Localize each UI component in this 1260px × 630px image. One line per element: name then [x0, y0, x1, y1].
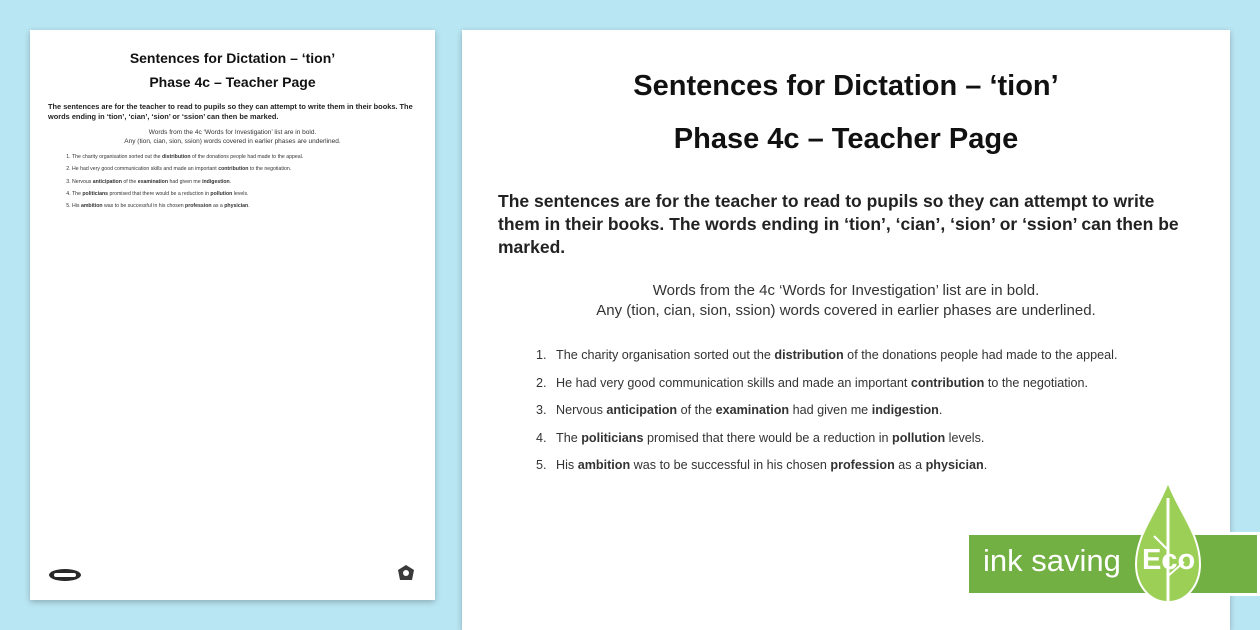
- thumbnail-sentence-list: [48, 154, 417, 209]
- note-line2: Any (tion, cian, sion, ssion) words covered in earlier phases are underlined.: [596, 301, 1096, 319]
- thumbnail-title-line2: Phase 4c – Teacher Page: [149, 74, 316, 90]
- eco-label: Eco: [1142, 544, 1196, 576]
- thumbnail-note: [48, 129, 417, 146]
- thumbnail-footer: [48, 564, 417, 582]
- sentence-list: [498, 348, 1194, 472]
- page-title-line1: Sentences for Dictation – ‘tion’: [633, 70, 1059, 102]
- sentence-item: 2. He had very good communication skills and made an important contribution to the negotiation.: [550, 376, 1194, 390]
- sentence-item: 4. The politicians promised that there would be a reduction in pollution levels.: [550, 431, 1194, 445]
- award-badge-icon: [395, 564, 417, 582]
- ink-saving-text: ink saving: [983, 543, 1121, 578]
- note-paragraph: [498, 281, 1194, 320]
- thumbnail-note-line2: Any (tion, cian, sion, ssion) words covered in earlier phases are underlined.: [124, 137, 341, 145]
- thumbnail-sentence: 5. His ambition was to be successful in his chosen profession as a physician.: [72, 203, 417, 209]
- ink-saving-bar: [966, 532, 1260, 596]
- thumbnail-sentence: 2. He had very good communication skills and made an important contribution to the negotiation.: [72, 166, 417, 172]
- page-title-line2: Phase 4c – Teacher Page: [673, 123, 1019, 155]
- intro-paragraph: The sentences are for the teacher to read to pupils so they can attempt to write them in their books. The words ending in ‘tion’, ‘cian’, ‘sion’ or ‘ssion’ can then be marked.: [498, 191, 1179, 258]
- thumbnail-sentence: 4. The politicians promised that there would be a reduction in pollution levels.: [72, 191, 417, 197]
- ink-saving-badge: [966, 480, 1260, 620]
- thumbnail-note-line1: Words from the 4c ‘Words for Investigation’ list are in bold.: [148, 129, 317, 137]
- thumbnail-sentence: 3. Nervous anticipation of the examination had given me indigestion.: [72, 179, 417, 185]
- thumbnail-title-line1: Sentences for Dictation – ‘tion’: [129, 50, 336, 66]
- thumbnail-sentence: 1. The charity organisation sorted out the distribution of the donations people had made to the appeal.: [72, 154, 417, 160]
- sentence-item: 1. The charity organisation sorted out the distribution of the donations people had made to the appeal.: [550, 348, 1194, 362]
- publisher-logo-icon: [48, 568, 82, 582]
- thumbnail-intro: The sentences are for the teacher to read to pupils so they can attempt to write them in their books. The words ending in ‘tion’, ‘cian’, ‘sion’ or ‘ssion’ can then be marked.: [48, 102, 413, 121]
- note-line1: Words from the 4c ‘Words for Investigation’ list are in bold.: [652, 282, 1040, 300]
- thumbnail-page: [30, 30, 435, 600]
- sentence-item: 5. His ambition was to be successful in his chosen profession as a physician.: [550, 458, 1194, 472]
- sentence-item: 3. Nervous anticipation of the examination had given me indigestion.: [550, 403, 1194, 417]
